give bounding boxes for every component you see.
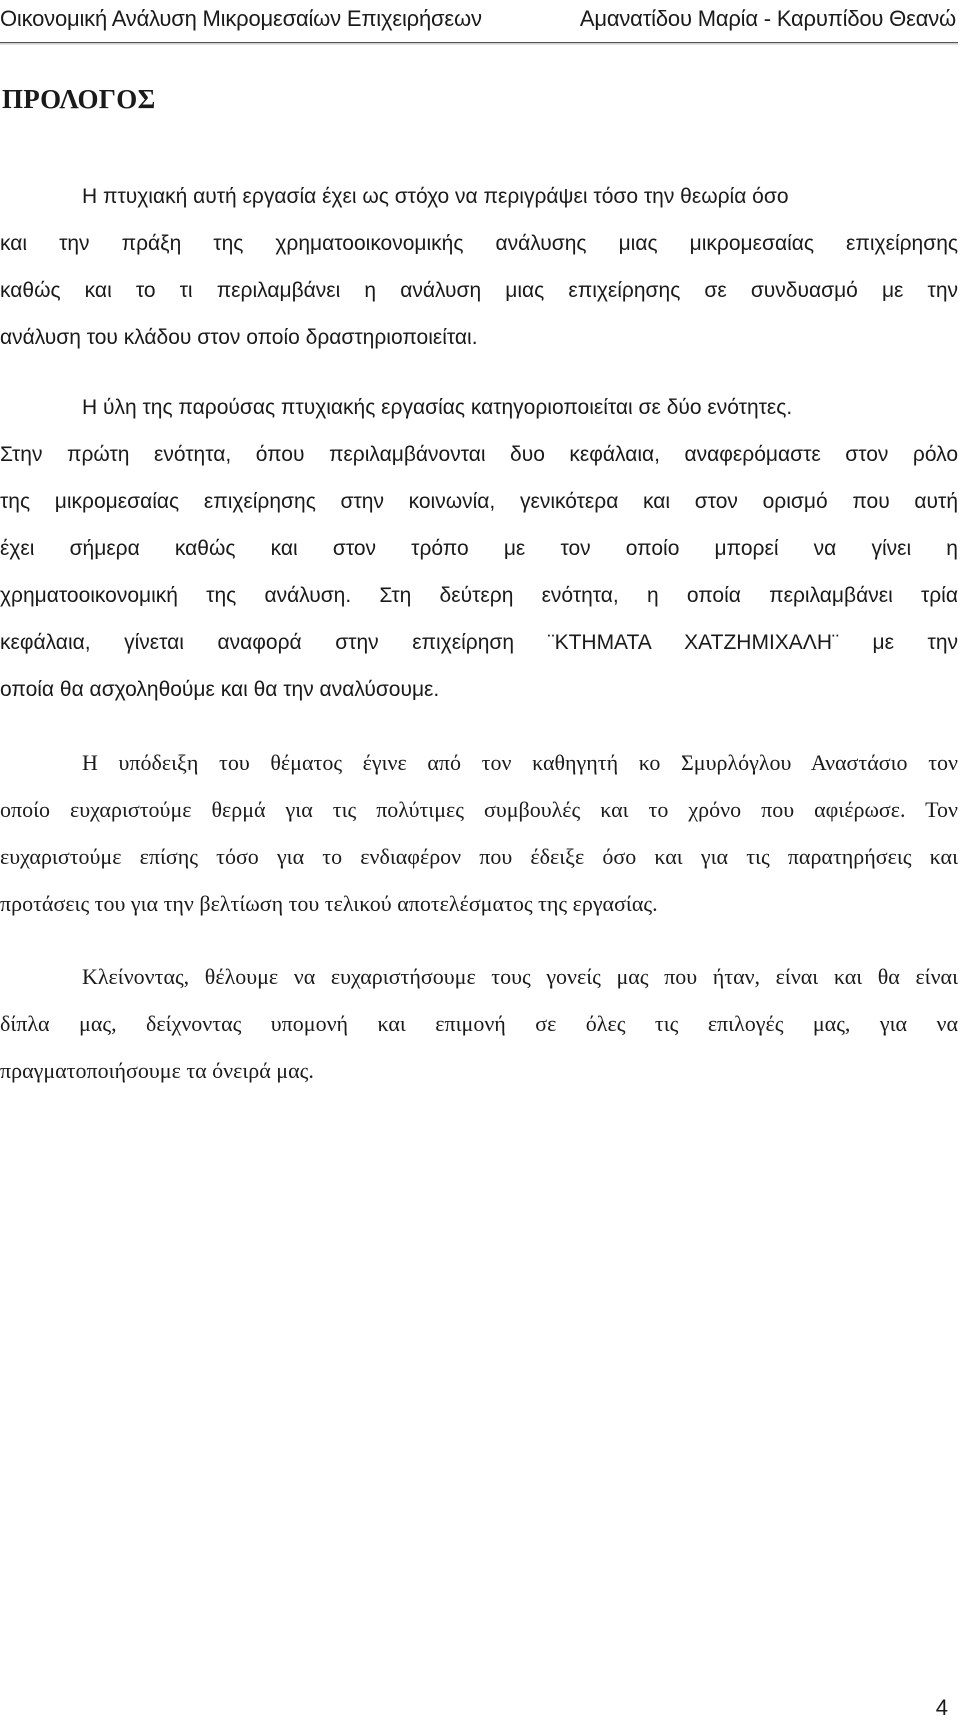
paragraph-3-line-4: προτάσεις του για την βελτίωση του τελικού αποτελέσματος της εργασίας. [0, 891, 658, 916]
paragraph-3-line-2: οποίο ευχαριστούμε θερμά για τις πολύτιμες συμβουλές και το χρόνο που αφιέρωσε. Τον [0, 797, 958, 822]
paragraph-2-line-5: χρηματοοικονομική της ανάλυση. Στη δεύτερη ενότητα, η οποία περιλαμβάνει τρία [0, 584, 958, 607]
paragraph-1-line-4: ανάλυση του κλάδου στον οποίο δραστηριοποιείται. [0, 326, 478, 349]
paragraph-4-line-2: δίπλα μας, δείχνοντας υπομονή και επιμονή σε όλες τις επιλογές μας, για να [0, 1011, 958, 1036]
header-authors: Αμανατίδου Μαρία - Καρυπίδου Θεανώ [579, 6, 956, 31]
header-divider [0, 42, 958, 43]
paragraph-2-line-7: οποία θα ασχοληθούμε και θα την αναλύσουμε. [0, 678, 440, 701]
paragraph-1-line-3: καθώς και το τι περιλαμβάνει η ανάλυση μιας επιχείρησης σε συνδυασμό με την [0, 279, 958, 302]
page-number: 4 [935, 1695, 948, 1720]
running-header [0, 0, 960, 42]
paragraph-3-line-1: Η υπόδειξη του θέματος έγινε από τον καθηγητή κο Σμυρλόγλου Αναστάσιο τον [82, 750, 958, 775]
paragraph-2-line-3: της μικρομεσαίας επιχείρησης στην κοινωνία, γενικότερα και στον ορισμό που αυτή [0, 490, 958, 513]
paragraph-2-line-2: Στην πρώτη ενότητα, όπου περιλαμβάνονται δυο κεφάλαια, αναφερόμαστε στον ρόλο [0, 443, 958, 466]
paragraph-1-line-2: και την πράξη της χρηματοοικονομικής ανάλυσης μιας μικρομεσαίας επιχείρησης [0, 232, 958, 255]
paragraph-2-line-6: κεφάλαια, γίνεται αναφορά στην επιχείρηση ¨ΚΤΗΜΑΤΑ ΧΑΤΖΗΜΙΧΑΛΗ¨ με την [0, 631, 958, 654]
paragraph-4-line-3: πραγματοποιήσουμε τα όνειρά μας. [0, 1058, 314, 1083]
page-title: ΠΡΟΛΟΓΟΣ [2, 84, 156, 114]
paragraph-3-line-3: ευχαριστούμε επίσης τόσο για το ενδιαφέρον που έδειξε όσο και για τις παρατηρήσεις και [0, 844, 958, 869]
header-document-title: Οικονομική Ανάλυση Μικρομεσαίων Επιχειρήσεων [0, 6, 482, 31]
paragraph-2-line-1: Η ύλη της παρούσας πτυχιακής εργασίας κατηγοριοποιείται σε δύο ενότητες. [82, 396, 793, 419]
paragraph-1-line-1: Η πτυχιακή αυτή εργασία έχει ως στόχο να περιγράψει τόσο την θεωρία όσο [82, 185, 789, 208]
paragraph-2-line-4: έχει σήμερα καθώς και στον τρόπο με τον οποίο μπορεί να γίνει η [0, 537, 958, 560]
paragraph-4-line-1: Κλείνοντας, θέλουμε να ευχαριστήσουμε τους γονείς μας που ήταν, είναι και θα είναι [82, 964, 958, 989]
